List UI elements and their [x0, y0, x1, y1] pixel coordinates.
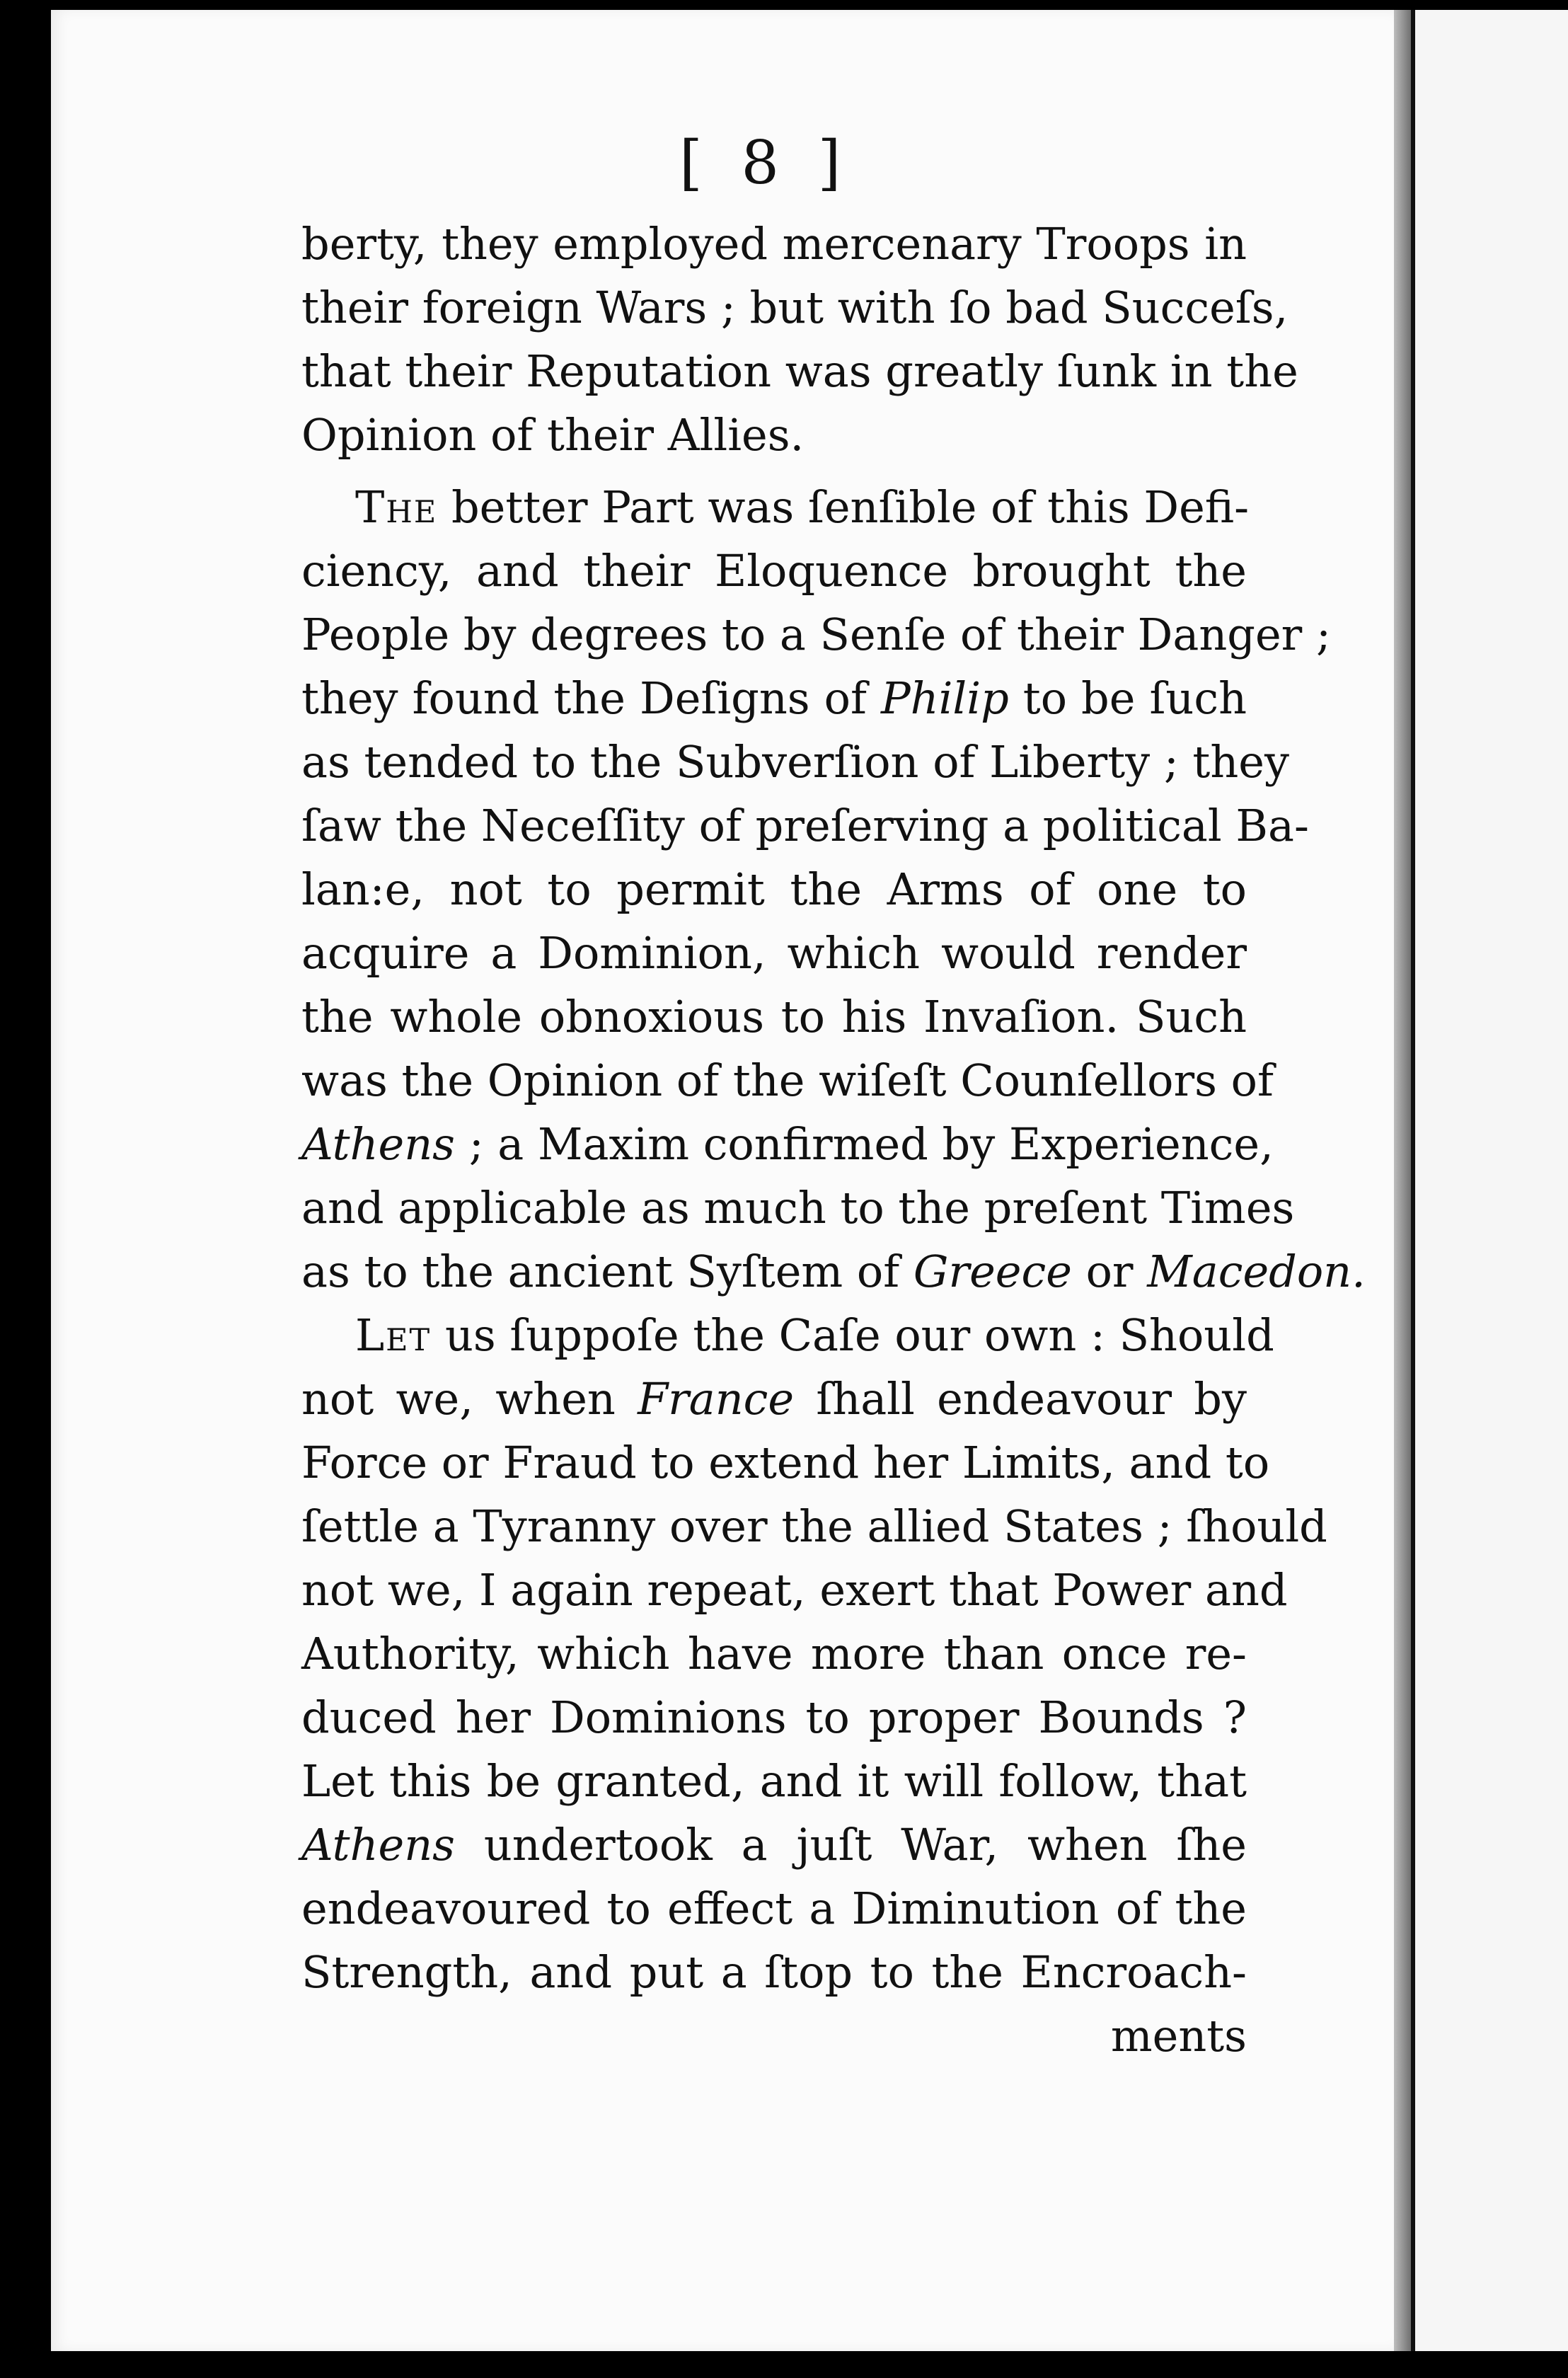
facing-page-edge [1411, 10, 1568, 2351]
text-line [301, 858, 1247, 921]
text-run: berty, they employed mercenary Troops in [301, 218, 1247, 270]
text-line [301, 921, 1247, 985]
text-run: the whole obnoxious to his Invaſion. Such [301, 991, 1247, 1042]
text-line [301, 1113, 1274, 1176]
text-line [301, 403, 1247, 467]
italic-text: Athens [301, 1819, 455, 1871]
paragraph-first-line [301, 1304, 1274, 1367]
text-run: ments [1110, 2010, 1247, 2062]
text-line [301, 1622, 1247, 1686]
text-line [301, 1049, 1274, 1113]
small-caps-text: Let [355, 1309, 432, 1361]
catchword [301, 2004, 1247, 2068]
italic-text: Athens [301, 1118, 455, 1170]
text-run: ſaw the Neceſſity of preſerving a political Ba- [301, 800, 1309, 851]
italic-text: Greece [913, 1246, 1072, 1297]
page-body [301, 212, 1366, 2068]
italic-text: Philip [880, 672, 1009, 724]
text-line [301, 730, 1289, 794]
text-run: better Part was ſenſible of this Defi- [437, 481, 1250, 533]
text-run: acquire a Dominion, which would render [301, 927, 1247, 979]
text-run: to be ſuch [1008, 672, 1247, 724]
text-line [301, 276, 1289, 340]
text-run: their foreign Wars ; but with ſo bad Succeſs, [301, 282, 1289, 333]
text-line [301, 1431, 1270, 1495]
book-gutter [1394, 10, 1411, 2351]
text-line [301, 794, 1309, 858]
text-run: Let this be granted, and it will follow, that [301, 1755, 1247, 1807]
text-run: lan:e, not to permit the Arms of one to [301, 863, 1247, 915]
text-run: they found the Deſigns of [301, 672, 881, 724]
text-run: as to the ancient Syſtem of [301, 1246, 913, 1297]
text-run: as tended to the Subverſion of Liberty ; they [301, 736, 1289, 788]
text-run: was the Opinion of the wiſeſt Counſellors of [301, 1055, 1274, 1106]
text-run: Force or Fraud to extend her Limits, and to [301, 1437, 1270, 1488]
text-run: endeavoured to effect a Diminution of the [301, 1883, 1247, 1934]
text-line [301, 667, 1247, 730]
text-run: duced her Dominions to proper Bounds ? [301, 1691, 1247, 1743]
text-run: and applicable as much to the preſent Times [301, 1182, 1295, 1234]
text-run: Opinion of their Allies. [301, 409, 805, 461]
text-run: that their Reputation was greatly ſunk in the [301, 345, 1298, 397]
text-line [301, 1176, 1295, 1240]
italic-text: Macedon. [1147, 1246, 1366, 1297]
text-line [301, 985, 1247, 1049]
text-line [301, 1240, 1366, 1304]
text-run: People by degrees to a Senſe of their Danger ; [301, 609, 1331, 660]
text-run: not we, I again repeat, exert that Power and [301, 1564, 1288, 1616]
text-line [301, 603, 1331, 667]
text-line [301, 1813, 1247, 1877]
page-number: [ 8 ] [679, 128, 851, 197]
text-line [301, 212, 1247, 276]
text-run: ciency, and their Eloquence brought the [301, 545, 1247, 597]
text-run: ; a Maxim confirmed by Experience, [454, 1118, 1274, 1170]
text-line [301, 1558, 1288, 1622]
text-line [301, 1367, 1247, 1431]
paragraph-first-line [301, 476, 1250, 539]
text-line [301, 1877, 1247, 1941]
text-line [301, 1941, 1247, 2004]
text-line [301, 340, 1298, 403]
text-line [301, 539, 1247, 603]
text-line [301, 1495, 1327, 1558]
scan-border-left [0, 0, 51, 2378]
italic-text: France [638, 1373, 795, 1425]
text-run: not we, when [301, 1373, 638, 1425]
scan-border-top [0, 0, 1568, 10]
text-line [301, 1750, 1247, 1813]
text-run: us ſuppoſe the Caſe our own : Should [431, 1309, 1274, 1361]
text-run: Authority, which have more than once re- [301, 1628, 1247, 1679]
text-run: Strength, and put a ſtop to the Encroach- [301, 1946, 1247, 1998]
text-run: or [1071, 1246, 1148, 1297]
text-run: ſhall endeavour by [794, 1373, 1247, 1425]
scan-border-bottom [0, 2351, 1568, 2378]
text-run: undertook a juſt War, when ſhe [454, 1819, 1247, 1871]
text-run: ſettle a Tyranny over the allied States ; ſhould [301, 1500, 1327, 1552]
text-line [301, 1686, 1247, 1750]
small-caps-text: The [355, 481, 438, 533]
